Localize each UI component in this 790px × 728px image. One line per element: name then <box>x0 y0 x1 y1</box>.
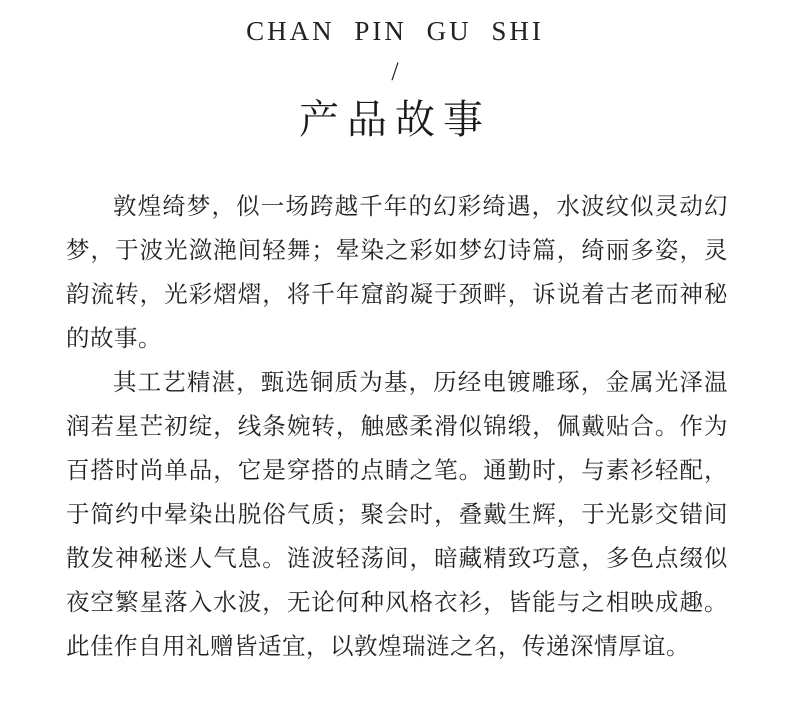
page-title: 产品故事 <box>299 97 491 143</box>
pinyin-heading: CHAN PIN GU SHI <box>246 16 544 46</box>
story-body <box>66 184 728 668</box>
story-paragraph-1: 敦煌绮梦，似一场跨越千年的幻彩绮遇，水波纹似灵动幻梦，于波光潋滟间轻舞；晕染之彩如梦幻诗篇，绮丽多姿，灵韵流转，光彩熠熠，将千年窟韵凝于颈畔，诉说着古老而神秘的故事。 <box>66 192 728 352</box>
heading-separator: / <box>391 57 399 86</box>
story-paragraph-2: 其工艺精湛，甄选铜质为基，历经电镀雕琢，金属光泽温润若星芒初绽，线条婉转，触感柔滑似锦缎，佩戴贴合。作为百搭时尚单品，它是穿搭的点睛之笔。通勤时，与素衫轻配，于简约中晕染出脱俗气质；聚会时，叠戴生辉，于光影交错间散发神秘迷人气息。涟波轻荡间，暗藏精致巧意，多色点缀似夜空繁星落入水波，无论何种风格衣衫，皆能与之相映成趣。此佳作自用礼赠皆适宜，以敦煌瑞涟之名，传递深情厚谊。 <box>66 368 728 660</box>
